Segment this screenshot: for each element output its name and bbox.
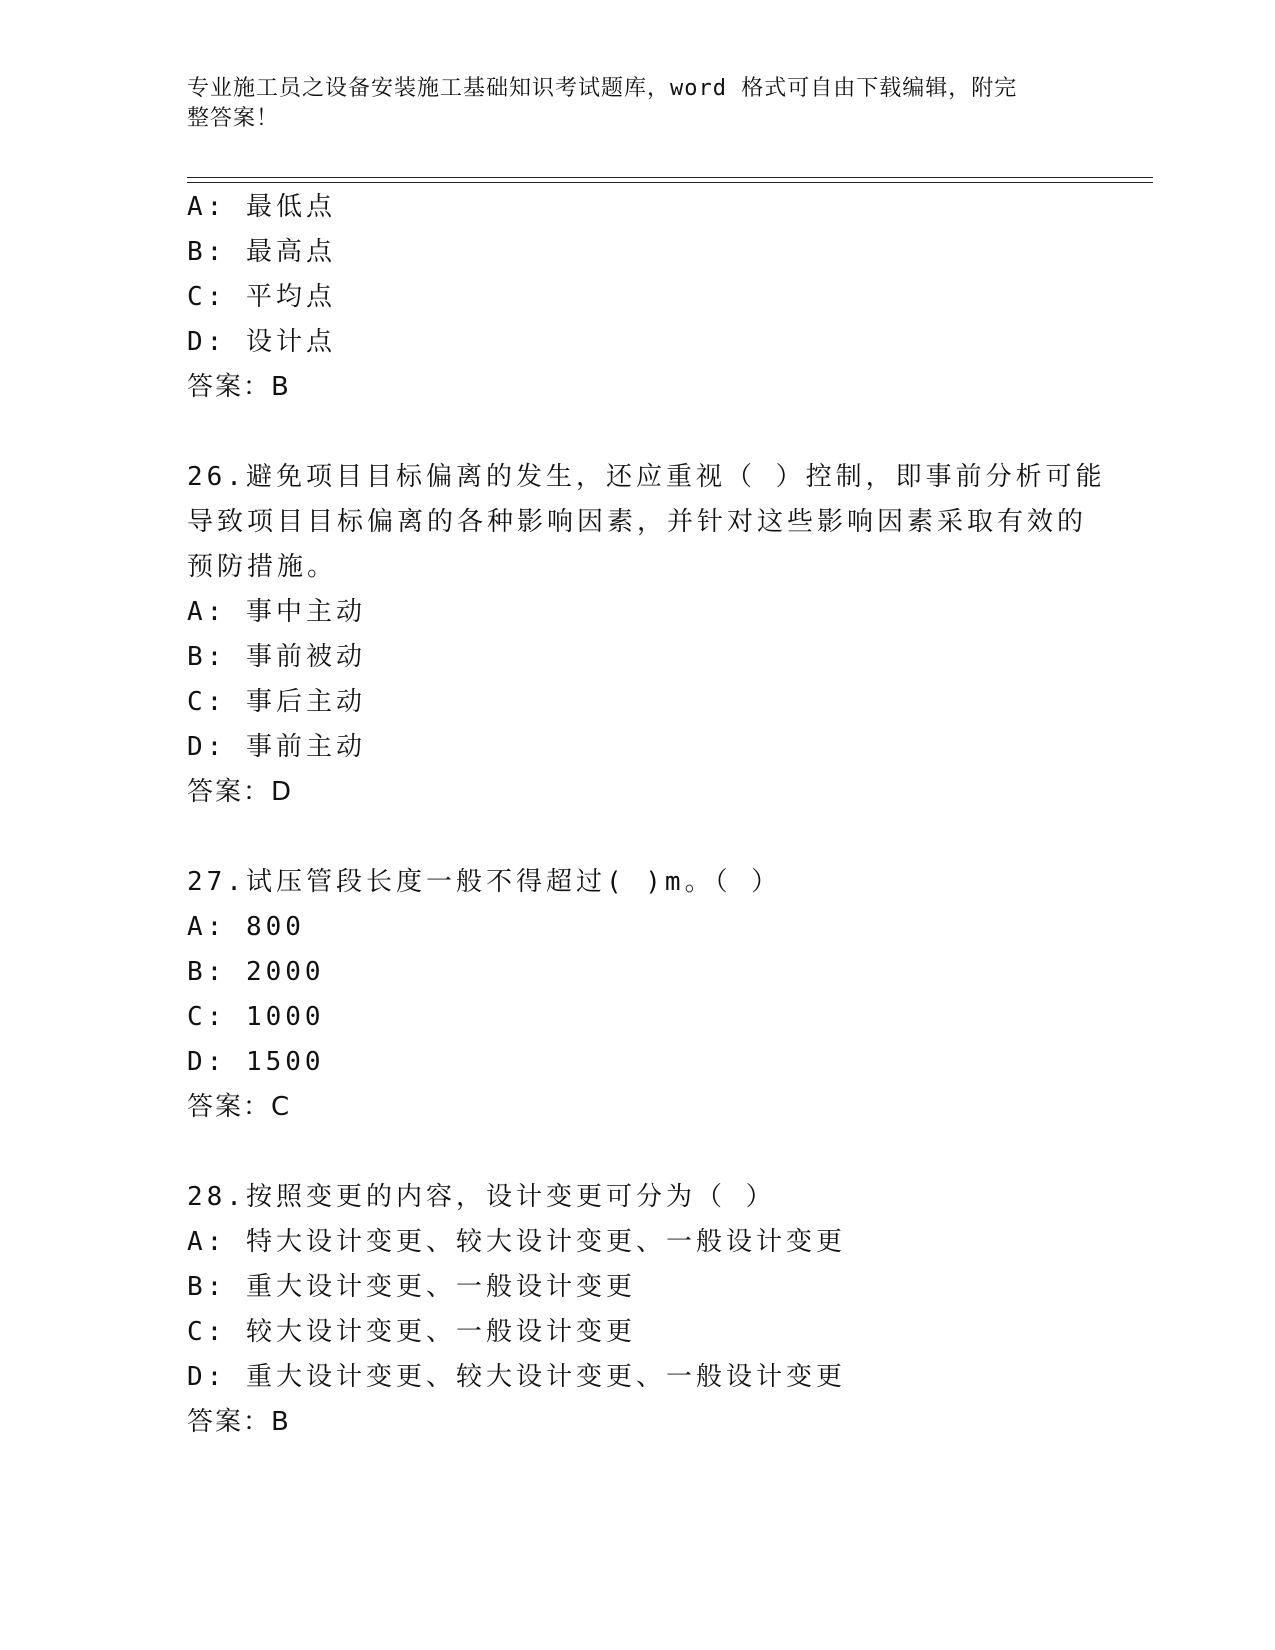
q27-answer: 答案：C	[187, 1092, 292, 1122]
q25-option-d: D: 设计点	[187, 327, 336, 357]
q27-option-b: B: 2000	[187, 957, 325, 987]
q26-question-line-2: 导致项目目标偏离的各种影响因素，并针对这些影响因素采取有效的	[187, 507, 1088, 537]
q25-option-b: B: 最高点	[187, 237, 336, 267]
q26-option-a: A: 事中主动	[187, 597, 366, 627]
q26-question-line-1: 26.避免项目目标偏离的发生，还应重视（ ）控制，即事前分析可能	[187, 462, 1106, 492]
q28-option-a: A: 特大设计变更、较大设计变更、一般设计变更	[187, 1227, 846, 1257]
q26-answer: 答案：D	[187, 777, 294, 807]
q25-answer: 答案：B	[187, 372, 291, 402]
q27-question-line-1: 27.试压管段长度一般不得超过( )m。（ ）	[187, 867, 782, 897]
header-divider-top	[187, 177, 1153, 178]
q26-option-d: D: 事前主动	[187, 732, 366, 762]
document-header	[187, 74, 1067, 134]
q26-question-line-3: 预防措施。	[187, 552, 338, 582]
q27-option-a: A: 800	[187, 912, 305, 942]
header-divider-bottom	[187, 182, 1153, 183]
q26-option-b: B: 事前被动	[187, 642, 366, 672]
q28-question-line-1: 28.按照变更的内容，设计变更可分为（ ）	[187, 1182, 776, 1212]
q27-option-d: D: 1500	[187, 1047, 325, 1077]
header-line-2: 整答案！	[187, 106, 280, 131]
q25-option-a: A: 最低点	[187, 192, 336, 222]
q28-option-b: B: 重大设计变更、一般设计变更	[187, 1272, 636, 1302]
q28-option-d: D: 重大设计变更、较大设计变更、一般设计变更	[187, 1362, 846, 1392]
q26-option-c: C: 事后主动	[187, 687, 366, 717]
header-line-1: 专业施工员之设备安装施工基础知识考试题库，word 格式可自由下载编辑，附完	[187, 76, 1018, 101]
q28-answer: 答案：B	[187, 1407, 291, 1437]
q27-option-c: C: 1000	[187, 1002, 325, 1032]
q25-option-c: C: 平均点	[187, 282, 336, 312]
q28-option-c: C: 较大设计变更、一般设计变更	[187, 1317, 636, 1347]
